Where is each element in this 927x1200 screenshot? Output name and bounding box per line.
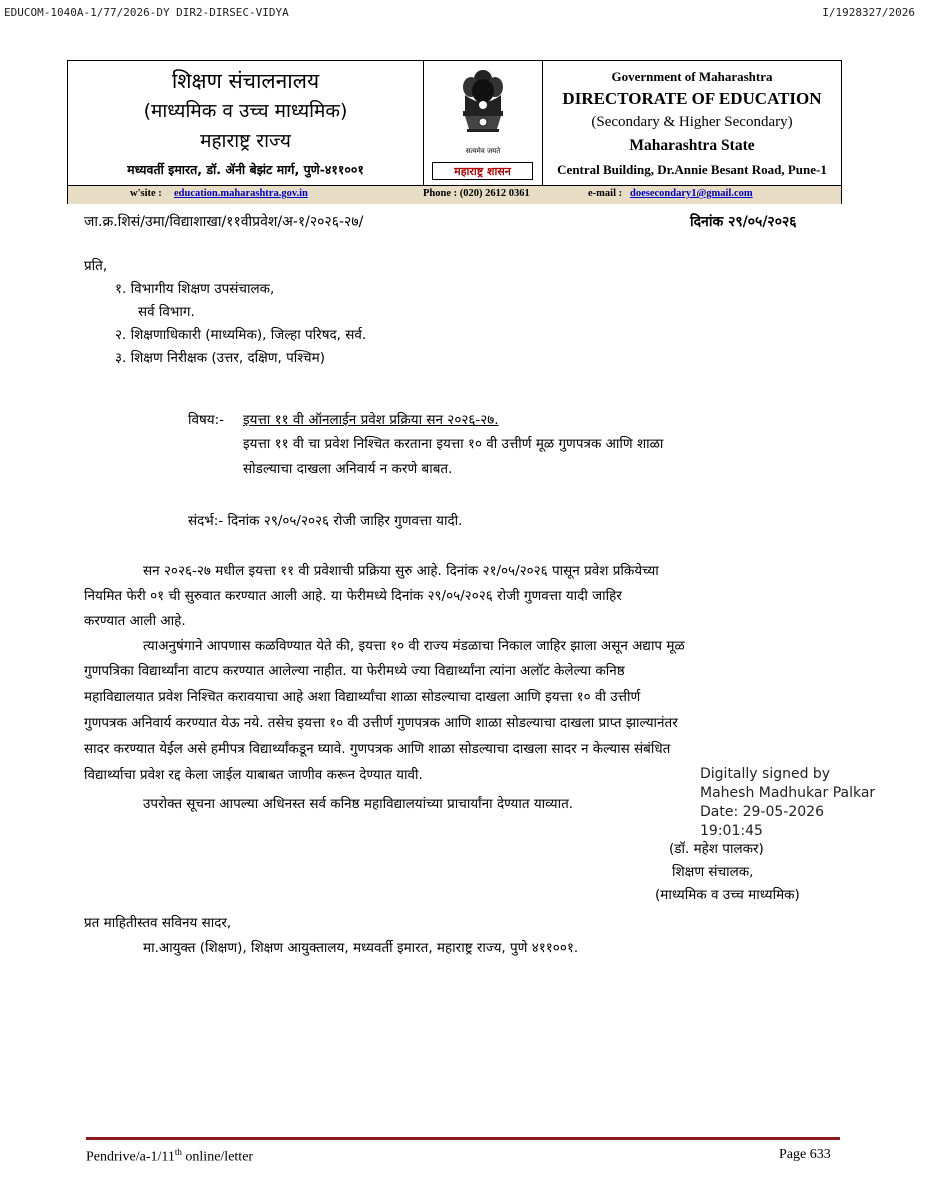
footer-file-path — [86, 1147, 253, 1166]
letterhead-marathi — [68, 61, 423, 185]
footer-divider — [86, 1137, 840, 1140]
email-link[interactable]: doesecondary1@gmail.com — [630, 188, 753, 199]
contact-strip — [68, 185, 841, 204]
digital-signature-line-3: Date: 29-05-2026 — [700, 804, 824, 820]
digital-signature-line-1: Digitally signed by — [700, 766, 831, 782]
emblem-caption: महाराष्ट्र शासन — [454, 165, 511, 178]
inward-number: I/1928327/2026 — [822, 6, 915, 19]
website-label: w'site : — [130, 188, 162, 199]
state-name-mr: महाराष्ट्र राज्य — [200, 130, 291, 152]
signatory-designation: शिक्षण संचालक, — [672, 864, 754, 880]
website-link[interactable]: education.maharashtra.gov.in — [174, 188, 308, 199]
para2-line-3: महाविद्यालयात प्रवेश निश्चित करावयाचा आहे अशा विद्यार्थ्यांचा शाळा सोडल्याचा दाखला आणि इयत्ता १० वी उत्तीर्ण — [84, 689, 641, 705]
footer-file-sup: th — [174, 1147, 182, 1157]
copy-heading: प्रत माहितीस्तव सविनय सादर, — [84, 915, 232, 931]
para1-line-3: करण्यात आली आहे. — [84, 613, 186, 629]
document-id: EDUCOM-1040A-1/77/2026-DY DIR2-DIRSEC-VIDYA — [4, 6, 289, 19]
office-name-mr: शिक्षण संचालनालय — [171, 69, 320, 93]
para2-line-5: सादर करण्यात येईल असे हमीपत्र विद्यार्थ्यांकडून घ्यावे. गुणपत्रक आणि शाळा सोडल्याचा दाखला सादर न केल्यास संबंधित — [84, 741, 671, 757]
subject-line-2: इयत्ता ११ वी चा प्रवेश निश्चित करताना इयत्ता १० वी उत्तीर्ण मूळ गुणपत्रक आणि शाळा — [243, 436, 664, 452]
government-name: Government of Maharashtra — [611, 69, 773, 84]
letterhead — [67, 60, 842, 204]
letter-date: दिनांक २९/०५/२०२६ — [690, 214, 797, 230]
page-number: Page 633 — [779, 1147, 831, 1162]
reference-number: जा.क्र.शिसं/उमा/विद्याशाखा/११वीप्रवेश/अ-१/२०२६-२७/ — [84, 214, 364, 230]
office-subtitle-mr: (माध्यमिक व उच्च माध्यमिक) — [143, 100, 348, 122]
directorate-name: DIRECTORATE OF EDUCATION — [562, 89, 822, 108]
reference-line: संदर्भ:- दिनांक २९/०५/२०२६ रोजी जाहिर गुणवत्ता यादी. — [188, 513, 463, 529]
recipient-2: २. शिक्षणाधिकारी (माध्यमिक), जिल्हा परिषद, सर्व. — [115, 327, 367, 343]
para3-line: उपरोक्त सूचना आपल्या अधिनस्त सर्व कनिष्ठ महाविद्यालयांच्या प्राचार्यांना देण्यात याव्यात. — [143, 796, 574, 812]
state-name-en: Maharashtra State — [629, 137, 755, 154]
footer-file-prefix: Pendrive/a-1/11 — [86, 1149, 175, 1165]
para1-line-1: सन २०२६-२७ मधील इयत्ता ११ वी प्रवेशाची प्रक्रिया सुरु आहे. दिनांक २१/०५/२०२६ पासून प्रवेश प्रकियेच्या — [143, 563, 659, 579]
recipient-3: ३. शिक्षण निरीक्षक (उत्तर, दक्षिण, पश्चिम) — [115, 350, 325, 366]
emblem-caption-box — [432, 162, 533, 180]
signatory-name: (डॉ. महेश पालकर) — [669, 841, 764, 857]
emblem-block — [423, 61, 543, 185]
email-label: e-mail : — [588, 188, 623, 199]
recipient-1-sub: सर्व विभाग. — [138, 304, 195, 320]
digital-signature-line-2: Mahesh Madhukar Palkar — [700, 785, 876, 801]
subject-line-3: सोडल्याचा दाखला अनिवार्य न करणे बाबत. — [243, 461, 453, 477]
recipient-1: १. विभागीय शिक्षण उपसंचालक, — [115, 281, 275, 297]
address-mr: मध्यवर्ती इमारत, डॉ. ॲनी बेझंट मार्ग, पुणे-४११००१ — [127, 162, 364, 177]
copy-recipient: मा.आयुक्त (शिक्षण), शिक्षण आयुक्तालय, मध्यवर्ती इमारत, महाराष्ट्र राज्य, पुणे ४११००१. — [143, 940, 579, 956]
para2-line-4: गुणपत्रक अनिवार्य करण्यात येऊ नये. तसेच इयत्ता १० वी उत्तीर्ण गुणपत्रक आणि शाळा सोडल्याचा दाखला प्राप्त झाल्यानंतर — [84, 715, 678, 731]
phone-number: Phone : (020) 2612 0361 — [423, 188, 530, 199]
digital-signature-line-4: 19:01:45 — [700, 823, 763, 839]
directorate-subtitle: (Secondary & Higher Secondary) — [591, 114, 793, 130]
subject-line-1: इयत्ता ११ वी ऑनलाईन प्रवेश प्रक्रिया सन २०२६-२७. — [243, 412, 499, 428]
para2-line-2: गुणपत्रिका विद्यार्थ्यांना वाटप करण्यात आलेल्या नाहीत. या फेरीमध्ये ज्या विद्यार्थ्यांना त्यांना अलॉट केलेल्या कनिष्ठ — [84, 663, 625, 679]
address-en: Central Building, Dr.Annie Besant Road, Pune-1 — [557, 162, 827, 177]
subject-label: विषय:- — [188, 412, 225, 428]
para2-line-1: त्याअनुषंगाने आपणास कळविण्यात येते की, इयत्ता १० वी राज्य मंडळाचा निकाल जाहिर झाला असून अद्याप मूळ — [143, 638, 685, 654]
recipients-prati: प्रति, — [84, 258, 108, 274]
para2-line-6: विद्यार्थ्याचा प्रवेश रद्द केला जाईल याबाबत जाणीव करून देण्यात यावी. — [84, 767, 423, 783]
emblem-motto: सत्यमेव जयते — [465, 147, 501, 155]
signatory-department: (माध्यमिक व उच्च माध्यमिक) — [655, 887, 800, 903]
footer-file-suffix: online/letter — [181, 1149, 254, 1165]
state-emblem-icon — [453, 65, 513, 155]
letterhead-english — [543, 61, 841, 185]
para1-line-2: नियमित फेरी ०१ ची सुरुवात करण्यात आली आहे. या फेरीमध्ये दिनांक २९/०५/२०२६ रोजी गुणवत्ता यादी जाहिर — [84, 588, 622, 604]
